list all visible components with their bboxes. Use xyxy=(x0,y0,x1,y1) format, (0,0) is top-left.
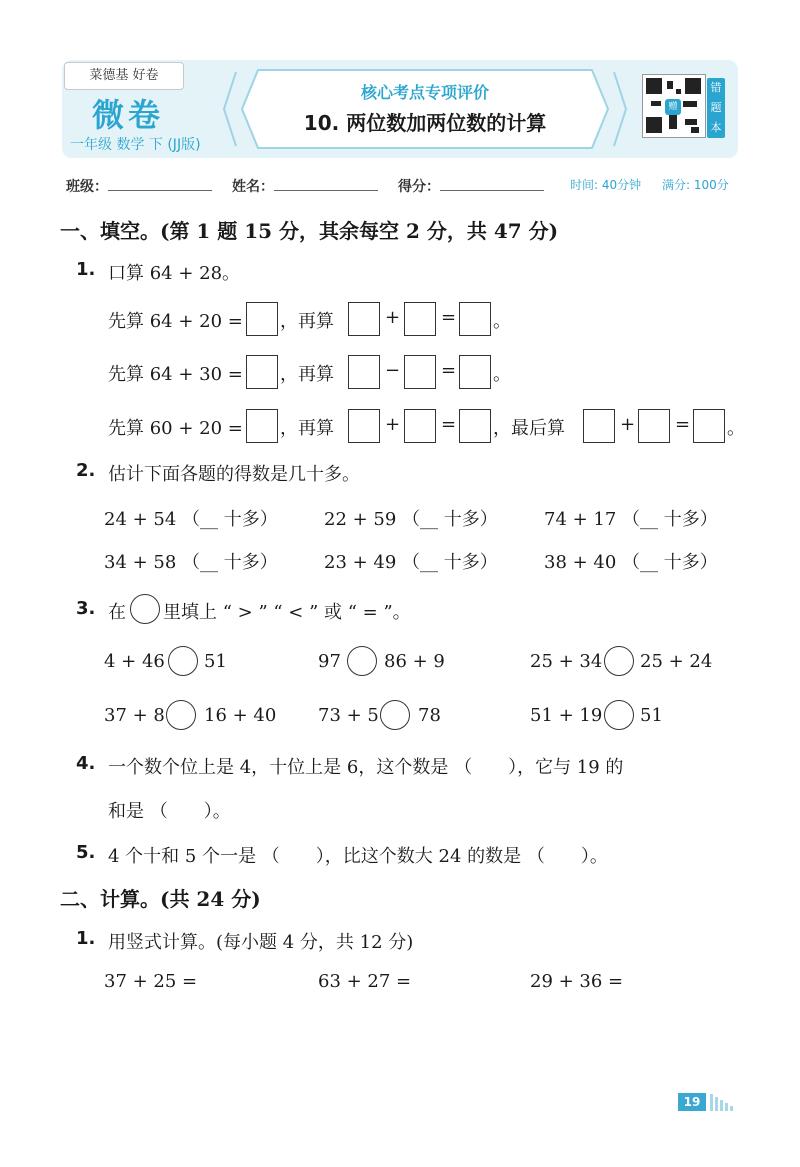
q3-text-before: 在 xyxy=(108,602,126,623)
section2-heading: 二、计算。(共 24 分) xyxy=(60,887,261,911)
class-label: 班级： xyxy=(66,179,108,195)
compare-circle[interactable] xyxy=(168,646,198,676)
estimate-item[interactable]: 34 + 58 （__ 十多） xyxy=(104,552,278,573)
q1-row3-op2: + xyxy=(620,414,636,435)
s2-q1-number: 1. xyxy=(76,928,96,949)
q1-row1-mid: ，再算 xyxy=(280,311,334,332)
class-field[interactable] xyxy=(108,190,212,191)
compare-right: 86 + 9 xyxy=(384,651,445,672)
brand-title: 微卷 xyxy=(92,96,165,134)
answer-box[interactable] xyxy=(459,355,491,389)
estimate-item[interactable]: 24 + 54 （__ 十多） xyxy=(104,509,278,530)
q1-row3-end: 。 xyxy=(727,418,745,439)
gift-badge: 赠 xyxy=(665,99,681,115)
estimate-item[interactable]: 23 + 49 （__ 十多） xyxy=(324,552,498,573)
answer-box[interactable] xyxy=(404,355,436,389)
q1-row3-eq2: = xyxy=(675,414,691,435)
compare-left: 97 xyxy=(318,651,341,672)
page-deco-bar xyxy=(710,1094,713,1111)
q1-row1-lead: 先算 64 + 20 = xyxy=(108,311,243,332)
q2-number: 2. xyxy=(76,460,96,481)
page-deco-bar xyxy=(730,1106,733,1111)
q1-row3-lead: 先算 60 + 20 = xyxy=(108,418,243,439)
compare-circle[interactable] xyxy=(347,646,377,676)
answer-box[interactable] xyxy=(348,302,380,336)
q5-text: 4 个十和 5 个一是 （ ），比这个数大 24 的数是 （ ）。 xyxy=(108,846,608,867)
q1-row2-end: 。 xyxy=(493,364,511,385)
compare-right: 51 xyxy=(204,651,227,672)
chevron-right-decor xyxy=(612,70,628,148)
q1-row3-op: + xyxy=(385,414,401,435)
q4-line1: 一个数个位上是 4，十位上是 6，这个数是 （ ），它与 19 的 xyxy=(108,757,624,778)
q1-row2-eq: = xyxy=(441,360,457,381)
compare-right: 51 xyxy=(640,705,663,726)
compare-left: 51 + 19 xyxy=(530,705,603,726)
q1-row1-end: 。 xyxy=(493,311,511,332)
q1-text: 口算 64 + 28。 xyxy=(108,263,241,284)
q1-row1-op: + xyxy=(385,307,401,328)
estimate-item[interactable]: 22 + 59 （__ 十多） xyxy=(324,509,498,530)
q3-number: 3. xyxy=(76,598,96,619)
calc-item: 63 + 27 = xyxy=(318,971,412,992)
answer-box[interactable] xyxy=(246,409,278,443)
q1-row2-mid: ，再算 xyxy=(280,364,334,385)
answer-box[interactable] xyxy=(459,302,491,336)
answer-box[interactable] xyxy=(348,355,380,389)
compare-circle[interactable] xyxy=(604,700,634,730)
q1-row3-eq: = xyxy=(441,414,457,435)
q3-text-after: 里填上 “ > ” “ < ” 或 “ = ”。 xyxy=(163,602,411,623)
topic-subtitle: 核心考点专项评价 xyxy=(360,83,489,102)
score-label: 得分： xyxy=(398,179,440,195)
topic-title: 10. 两位数加两位数的计算 xyxy=(303,111,547,135)
calc-item: 29 + 36 = xyxy=(530,971,624,992)
compare-left: 37 + 8 xyxy=(104,705,165,726)
q1-row1-eq: = xyxy=(441,307,457,328)
answer-box[interactable] xyxy=(459,409,491,443)
compare-right: 16 + 40 xyxy=(204,705,277,726)
q5-number: 5. xyxy=(76,842,96,863)
answer-box[interactable] xyxy=(246,302,278,336)
q1-row2-op: − xyxy=(385,360,401,381)
compare-circle[interactable] xyxy=(166,700,196,730)
calc-item: 37 + 25 = xyxy=(104,971,198,992)
q4-line2: 和是 （ ）。 xyxy=(108,801,231,822)
compare-circle[interactable] xyxy=(604,646,634,676)
q1-row3-mid: ，再算 xyxy=(280,418,334,439)
name-label: 姓名： xyxy=(232,179,274,195)
compare-left: 4 + 46 xyxy=(104,651,165,672)
page-number: 19 xyxy=(678,1093,706,1111)
q4-number: 4. xyxy=(76,753,96,774)
q1-row2-lead: 先算 64 + 30 = xyxy=(108,364,243,385)
answer-box[interactable] xyxy=(246,355,278,389)
q2-text: 估计下面各题的得数是几十多。 xyxy=(108,464,360,485)
score-field[interactable] xyxy=(440,190,544,191)
answer-box[interactable] xyxy=(693,409,725,443)
compare-left: 25 + 34 xyxy=(530,651,603,672)
compare-left: 73 + 5 xyxy=(318,705,379,726)
full-score: 满分: 100分 xyxy=(662,178,729,192)
answer-box[interactable] xyxy=(638,409,670,443)
section1-heading: 一、填空。(第 1 题 15 分，其余每空 2 分，共 47 分) xyxy=(60,219,559,243)
name-field[interactable] xyxy=(274,190,378,191)
brand-logo: 菜德基 好卷 xyxy=(64,62,184,90)
estimate-item[interactable]: 74 + 17 （__ 十多） xyxy=(544,509,718,530)
q1-number: 1. xyxy=(76,259,96,280)
wrong-book-badge: 错题本 xyxy=(707,78,725,138)
grade-label: 一年级 数学 下 (JJ版) xyxy=(70,137,201,153)
page-deco-bar xyxy=(720,1100,723,1111)
page-deco-bar xyxy=(725,1103,728,1111)
chevron-left-decor xyxy=(222,70,238,148)
answer-box[interactable] xyxy=(404,302,436,336)
compare-circle[interactable] xyxy=(380,700,410,730)
compare-right: 78 xyxy=(418,705,441,726)
estimate-item[interactable]: 38 + 40 （__ 十多） xyxy=(544,552,718,573)
s2-q1-text: 用竖式计算。(每小题 4 分，共 12 分) xyxy=(108,932,414,953)
q1-row3-mid2: ，最后算 xyxy=(493,418,565,439)
page-deco-bar xyxy=(715,1097,718,1111)
answer-box[interactable] xyxy=(404,409,436,443)
answer-box[interactable] xyxy=(583,409,615,443)
compare-right: 25 + 24 xyxy=(640,651,713,672)
time-limit: 时间: 40分钟 xyxy=(570,178,642,192)
answer-box[interactable] xyxy=(348,409,380,443)
circle-icon xyxy=(130,594,160,624)
